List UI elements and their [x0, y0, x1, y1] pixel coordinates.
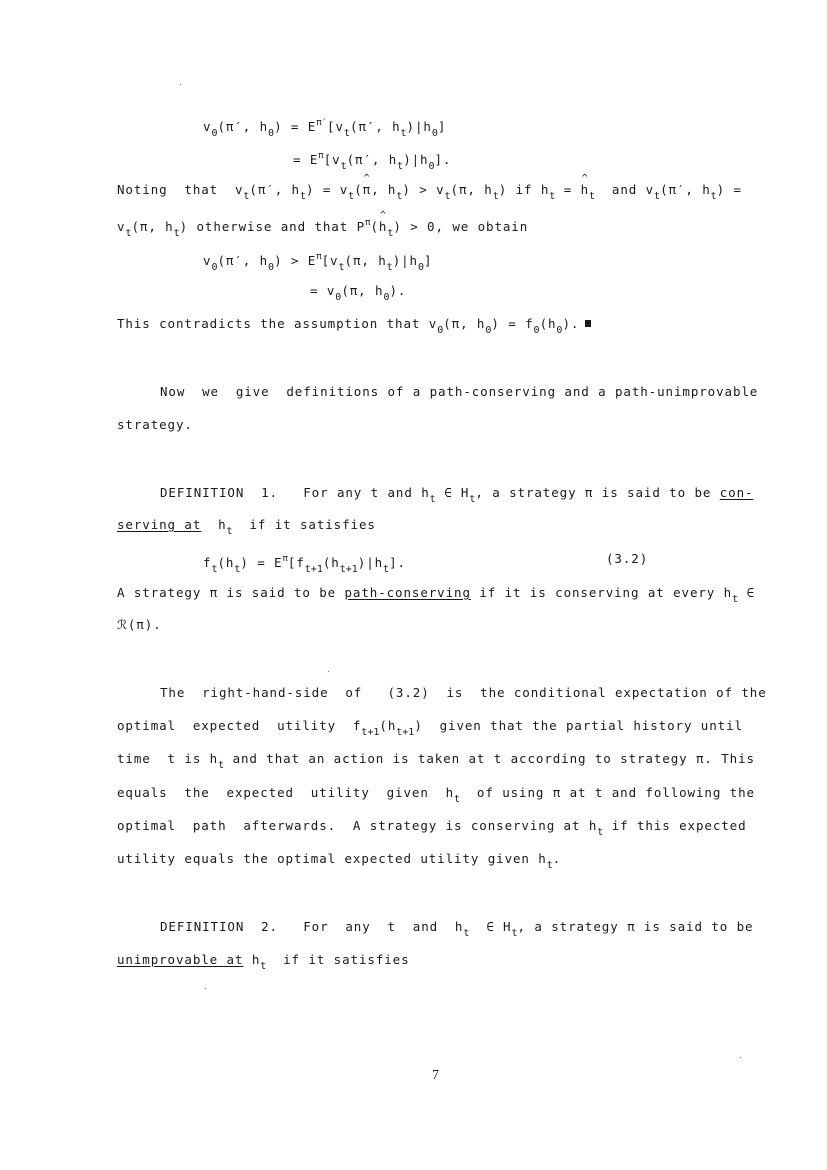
- scan-speck: [328, 671, 329, 672]
- equation-number: (3.2): [606, 551, 649, 566]
- definition-2-line-1: DEFINITION 2. For any t and $h_t$ ∈ $H_t$, a strategy π is said to be: [160, 919, 754, 939]
- equation-line-3: $v_0(\pi'$, $h_0) > E^\pi[v_t(\pi$, $h_t)|h_0$]: [203, 252, 433, 273]
- noting-line-1: Noting that $v_t(\pi'$, $h_t$) = $v_t(\^{}$ π, $h_t) > v_t(\pi$, $h_t$) if $h_t$ = ^ $h_t$ and $v_t(\pi'$, $h_t$) =: [117, 183, 742, 204]
- qed-icon: [585, 320, 591, 327]
- equation-line-4: = $v_0(\pi$, $h_0$).: [310, 283, 407, 303]
- scan-speck: [180, 84, 181, 85]
- equation-3-2: $f_t(h_t) = E^\pi[f_{t+1}(h_{t+1})|h_t]$.: [203, 554, 406, 575]
- definition-1-line-1: DEFINITION 1. For any t and $h_t$ ∈ $H_t$, a strategy π is said to be con-: [160, 485, 754, 505]
- contradiction-line: This contradicts the assumption that $v_0(\pi$, $h_0) = f_0(h_0)$.: [117, 317, 591, 338]
- equation-line-2: = $E^\pi[v_t(\pi'$, $h_t)|h_0$].: [293, 151, 452, 172]
- rhs-line-5: optimal path afterwards. A strategy is conserving at $h_t$ if this expected: [117, 818, 747, 838]
- scan-speck: [205, 988, 206, 989]
- path-conserving-line-2: ℛ(π).: [117, 617, 162, 632]
- now-line-2: strategy.: [117, 417, 193, 432]
- rhs-line-6: utility equals the optimal expected utility given $h_t$.: [117, 851, 562, 871]
- scan-speck: [740, 1057, 741, 1058]
- now-line-1: Now we give definitions of a path-conserving and a path-unimprovable: [160, 384, 759, 399]
- rhs-line-3: time t is $h_t$ and that an action is taken at t according to strategy π. This: [117, 751, 755, 771]
- page-number: 7: [432, 1068, 439, 1083]
- rhs-line-4: equals the expected utility given $h_t$ of using π at t and following the: [117, 785, 755, 805]
- definition-1-line-2: serving at $h_t$ if it satisfies: [117, 517, 376, 537]
- noting-line-2: $v_t(\pi$, $h_t$) otherwise and that $P^\pi(\^{}$ $h_t) > 0$, we obtain: [117, 216, 528, 241]
- definition-2-line-2: unimprovable at $h_t$ if it satisfies: [117, 952, 410, 972]
- rhs-line-2: optimal expected utility $f_{t+1}(h_{t+1})$ given that the partial history until: [117, 718, 743, 738]
- equation-line-1: $v_0(\pi'$, $h_0) = E^{\pi'}[v_t(\pi'$, $h_t)|h_0$]: [203, 118, 447, 139]
- path-conserving-line-1: A strategy π is said to be path-conserving if it is conserving at every $h_t$ ∈: [117, 585, 755, 605]
- rhs-line-1: The right-hand-side of (3.2) is the conditional expectation of the: [160, 685, 767, 700]
